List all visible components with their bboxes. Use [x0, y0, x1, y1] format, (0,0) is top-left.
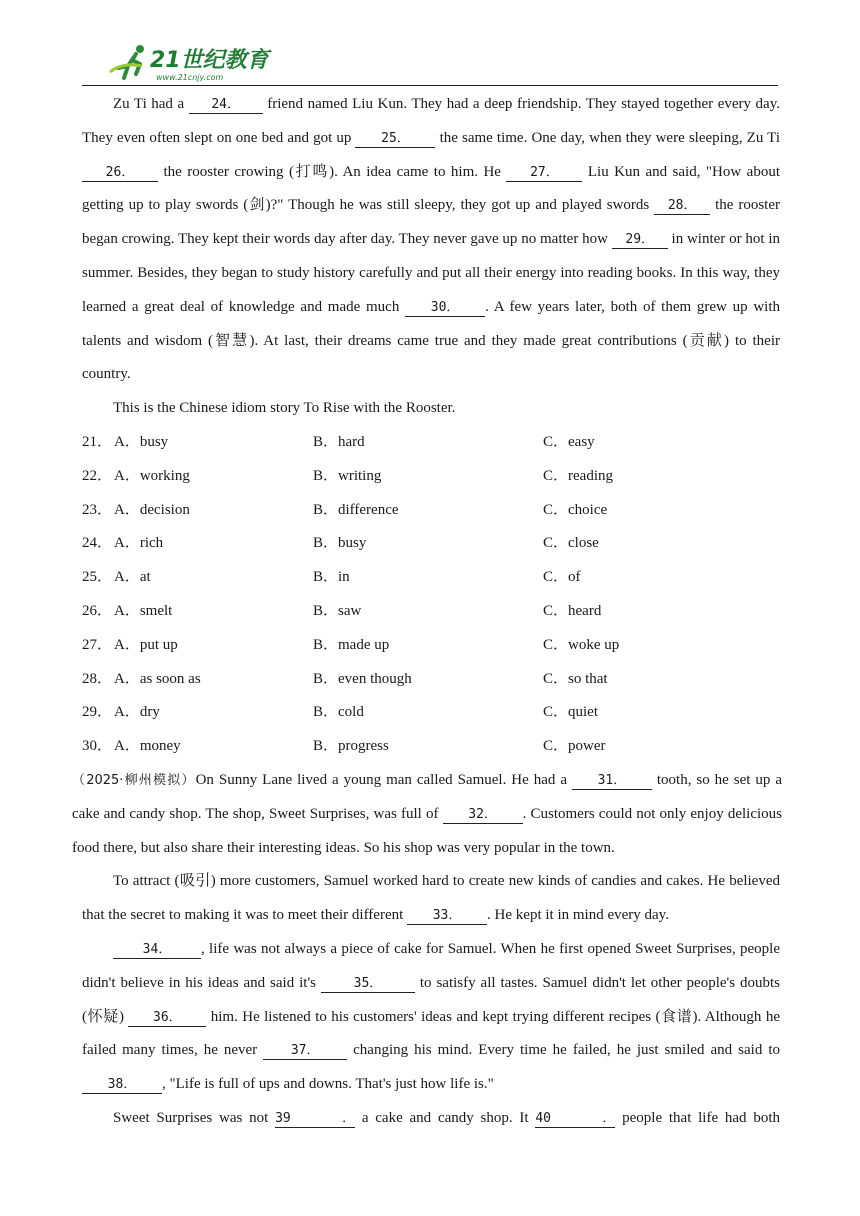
blank-34[interactable]: 34．: [113, 941, 201, 959]
blank-28[interactable]: 28．: [654, 197, 710, 215]
question-25: 25． A．at B．in C．of: [82, 561, 780, 595]
option-a[interactable]: A．working: [114, 467, 190, 484]
option-b[interactable]: B．made up: [313, 636, 390, 653]
runner-icon: [110, 45, 144, 78]
option-b[interactable]: B．hard: [313, 433, 365, 450]
question-24: 24． A．rich B．busy C．close: [82, 527, 780, 561]
option-c[interactable]: C．easy: [543, 433, 595, 450]
option-a[interactable]: A．money: [114, 738, 181, 755]
question-21: 21． A．busy B．hard C．easy: [82, 426, 780, 460]
option-c[interactable]: C．heard: [543, 602, 602, 619]
blank-31[interactable]: 31．: [572, 772, 652, 790]
option-a[interactable]: A．rich: [114, 535, 164, 552]
option-a[interactable]: A．busy: [114, 433, 169, 450]
question-28: 28． A．as soon as B．even though C．so that: [82, 663, 780, 697]
passage2-paragraph1: （2025·柳州模拟）On Sunny Lane lived a young man called Samuel. He had a 31． tooth, so he set up a cake and candy shop. The shop, Sweet Surprises, was full of 32． . Customers could not only enjoy delicious food there, but also share their interesting ideas. So his shop was very popular in the town.: [72, 771, 782, 856]
blank-30[interactable]: 30．: [405, 299, 485, 317]
option-c[interactable]: C．woke up: [543, 636, 620, 653]
blank-29[interactable]: 29．: [612, 231, 668, 249]
blank-24[interactable]: 24．: [189, 96, 263, 114]
blank-37[interactable]: 37．: [263, 1042, 347, 1060]
option-c[interactable]: C．quiet: [543, 704, 598, 721]
blank-38[interactable]: 38．: [82, 1076, 162, 1094]
blank-35[interactable]: 35．: [321, 975, 415, 993]
question-30: 30． A．money B．progress C．power: [82, 730, 780, 764]
question-23: 23． A．decision B．difference C．choice: [82, 494, 780, 528]
question-26: 26． A．smelt B．saw C．heard: [82, 595, 780, 629]
logo-text: 21世纪教育: [150, 48, 269, 73]
option-b[interactable]: B．writing: [313, 467, 382, 484]
exam-page: [72, 88, 782, 1136]
blank-25[interactable]: 25．: [355, 130, 435, 148]
21cnjy-logo: [102, 40, 272, 84]
option-b[interactable]: B．difference: [313, 501, 399, 518]
blank-39[interactable]: 39．: [275, 1110, 356, 1126]
option-c[interactable]: C．of: [543, 569, 581, 586]
header-rule: [82, 85, 778, 86]
passage2-paragraph3: 34． , life was not always a piece of cake for Samuel. When he first opened Sweet Surprises, people didn't believe in his ideas and said it's 35． to satisfy all tastes. Samuel didn't let other people's doubts (怀疑) 36． him. He listened to his customers' ideas and kept trying different recipes (食谱). Although he failed many times, he never 37． changing his mind. Every time he failed, he just smiled and said to 38． , "Life is full of ups and downs. That's just how life is.": [82, 940, 780, 1093]
passage2-paragraph2: To attract (吸引) more customers, Samuel worked hard to create new kinds of candies and cakes. He believed that the secret to making it was to meet their different 33． . He kept it in mind every day.: [82, 873, 780, 924]
option-c[interactable]: C．power: [543, 738, 606, 755]
blank-40[interactable]: 40．: [535, 1110, 616, 1126]
logo-url: www.21cnjy.com: [156, 73, 224, 82]
option-c[interactable]: C．so that: [543, 670, 608, 687]
option-b[interactable]: B．busy: [313, 535, 367, 552]
option-a[interactable]: A．put up: [114, 636, 178, 653]
option-a[interactable]: A．smelt: [114, 602, 173, 619]
blank-27[interactable]: 27．: [506, 164, 582, 182]
source-tag: （2025·柳州模拟）: [72, 772, 196, 788]
option-b[interactable]: B．cold: [313, 704, 364, 721]
options-list: [82, 426, 780, 764]
option-a[interactable]: A．decision: [114, 501, 190, 518]
question-22: 22． A．working B．writing C．reading: [82, 460, 780, 494]
page-header: [82, 38, 778, 88]
blank-36[interactable]: 36．: [128, 1009, 206, 1027]
option-c[interactable]: C．reading: [543, 467, 613, 484]
question-27: 27． A．put up B．made up C．woke up: [82, 629, 780, 663]
option-b[interactable]: B．in: [313, 569, 350, 586]
option-a[interactable]: A．dry: [114, 704, 160, 721]
question-29: 29． A．dry B．cold C．quiet: [82, 696, 780, 730]
option-b[interactable]: B．progress: [313, 738, 389, 755]
option-b[interactable]: B．even though: [313, 670, 412, 687]
option-a[interactable]: A．as soon as: [114, 670, 201, 687]
option-b[interactable]: B．saw: [313, 602, 362, 619]
blank-32[interactable]: 32．: [443, 806, 523, 824]
option-a[interactable]: A．at: [114, 569, 151, 586]
blank-26[interactable]: 26．: [82, 164, 158, 182]
option-c[interactable]: C．close: [543, 535, 599, 552]
passage1-paragraph2: This is the Chinese idiom story To Rise with the Rooster.: [113, 400, 456, 417]
passage1-paragraph1: Zu Ti had a 24． friend named Liu Kun. They had a deep friendship. They stayed together every day. They even often slept on one bed and got up 25． the same time. One day, when they were sleeping, Zu Ti 26． the rooster crowing (打鸣). An idea came to him. He 27． Liu Kun and said, "How about getting up to play swords (剑)?" Though he was still sleepy, they got up and played swords 28． the rooster began crowing. They kept their words day after day. They never gave up no matter how 29． in winter or hot in summer. Besides, they began to study history carefully and put all their energy into reading books. In this way, they learned a great deal of knowledge and made much 30． . A few years later, both of them grew up with talents and wisdom (智慧). At last, their dreams came true and they made great contributions (贡献) to their country.: [82, 96, 781, 383]
option-c[interactable]: C．choice: [543, 501, 608, 518]
passage2-paragraph4: Sweet Surprises was not 39． a cake and candy shop. It 40． people that life had both: [113, 1109, 780, 1126]
blank-33[interactable]: 33．: [407, 907, 487, 925]
